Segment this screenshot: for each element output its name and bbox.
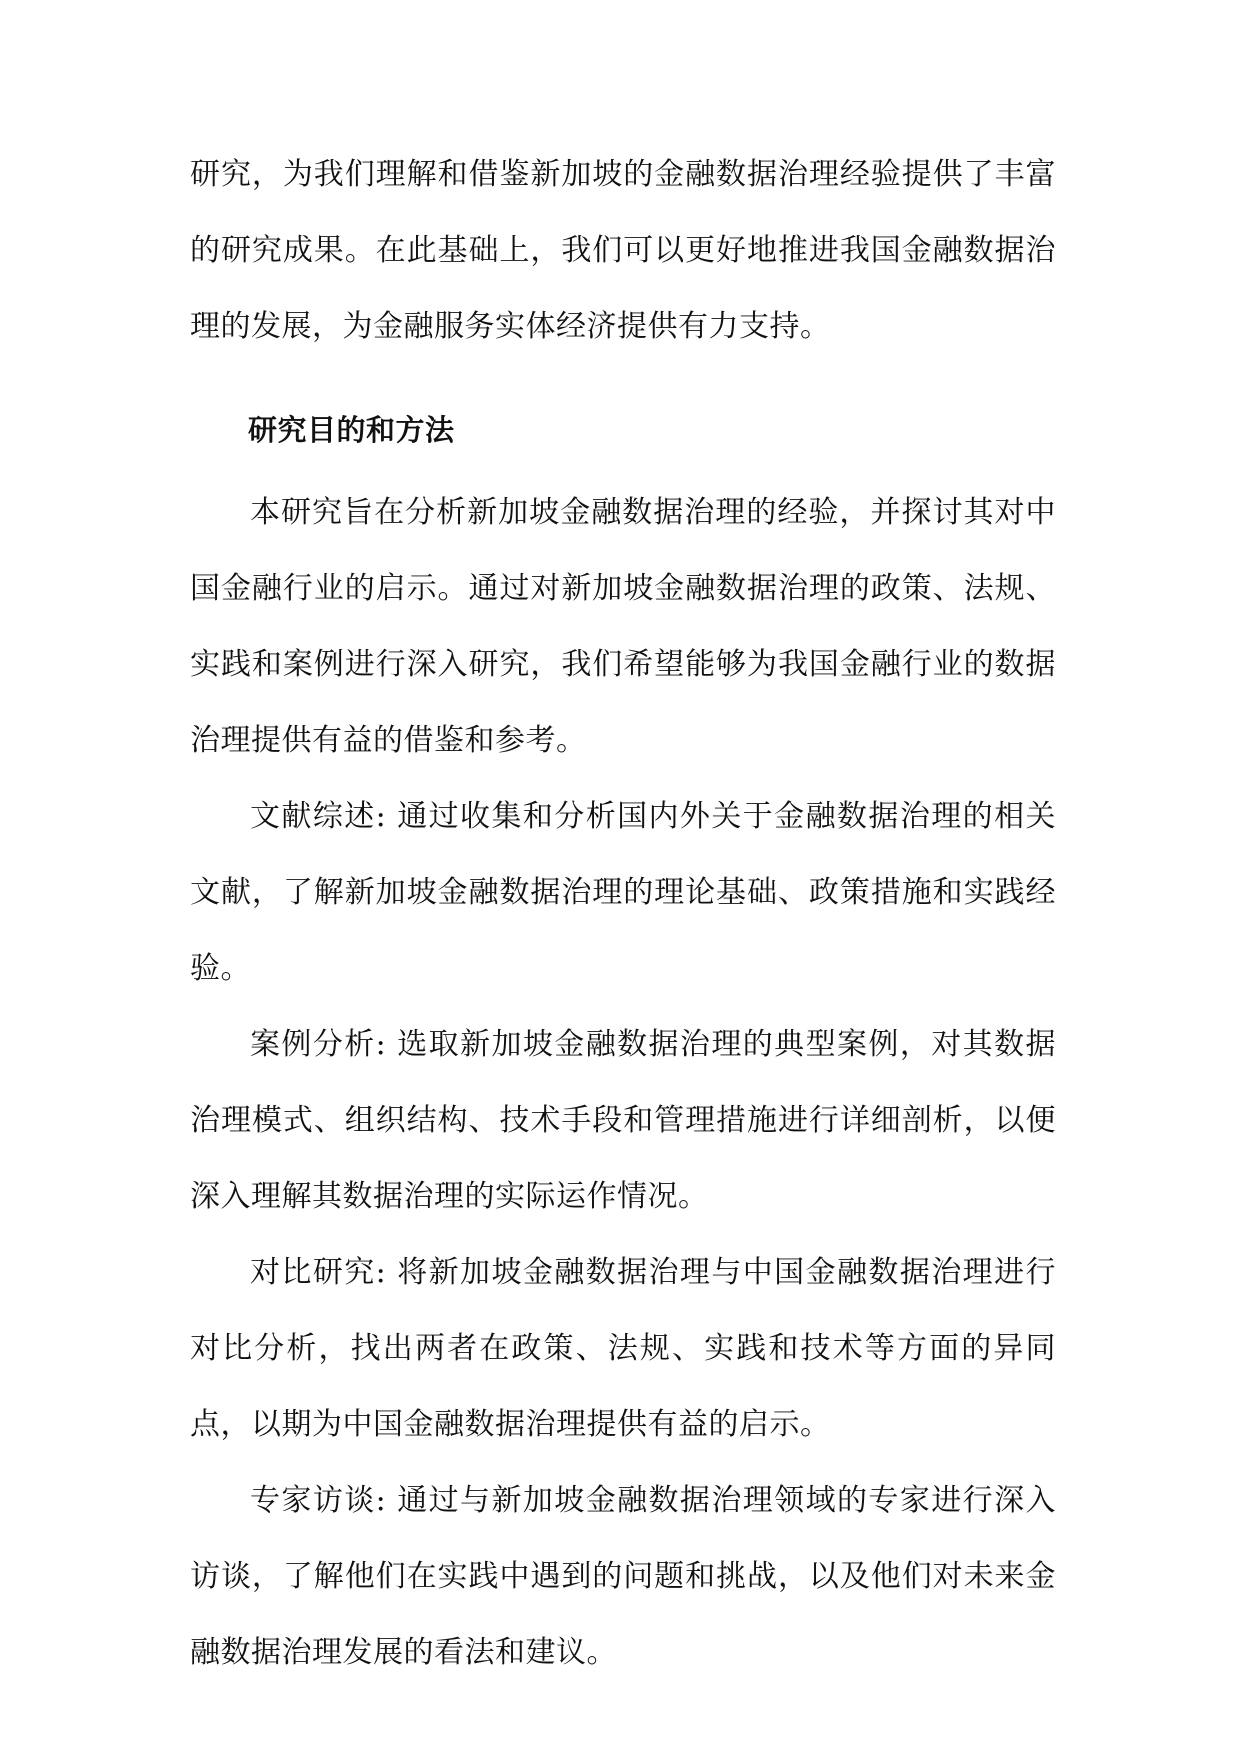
body-paragraph-case-analysis: 案例分析: 选取新加坡金融数据治理的典型案例，对其数据治理模式、组织结构、技术手段和管理措施进行详细剖析，以便深入理解其数据治理的实际运作情况。 [190, 1027, 1056, 1214]
body-paragraph-comparative-study: 对比研究: 将新加坡金融数据治理与中国金融数据治理进行对比分析，找出两者在政策、法规、实践和技术等方面的异同点，以期为中国金融数据治理提供有益的启示。 [190, 1255, 1056, 1442]
body-paragraph-purpose: 本研究旨在分析新加坡金融数据治理的经验，并探讨其对中国金融行业的启示。通过对新加坡金融数据治理的政策、法规、实践和案例进行深入研究，我们希望能够为我国金融行业的数据治理提供有益的借鉴和参考。 [190, 495, 1056, 758]
body-paragraph-literature-review: 文献综述: 通过收集和分析国内外关于金融数据治理的相关文献，了解新加坡金融数据治理的理论基础、政策措施和实践经验。 [190, 799, 1056, 986]
body-paragraphs [190, 475, 1056, 1691]
continued-paragraph-block [190, 137, 1056, 365]
body-paragraph-expert-interviews: 专家访谈: 通过与新加坡金融数据治理领域的专家进行深入访谈，了解他们在实践中遇到的问题和挑战，以及他们对未来金融数据治理发展的看法和建议。 [190, 1483, 1056, 1670]
section-heading: 研究目的和方法 [248, 413, 455, 447]
continued-paragraph: 研究，为我们理解和借鉴新加坡的金融数据治理经验提供了丰富的研究成果。在此基础上，我们可以更好地推进我国金融数据治理的发展，为金融服务实体经济提供有力支持。 [190, 157, 1056, 344]
